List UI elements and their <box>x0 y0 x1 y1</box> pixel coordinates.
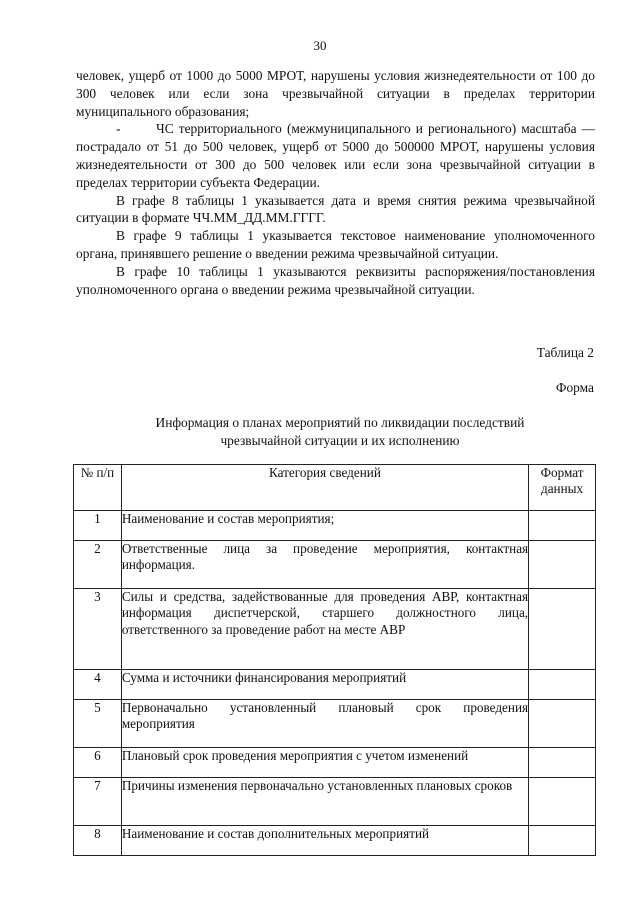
table-row <box>74 826 596 856</box>
table-row <box>74 541 596 589</box>
header-num: № п/п <box>74 465 122 511</box>
table-heading: Информация о планах мероприятий по ликвидации последствий чрезвычайной ситуации и их исполнению <box>155 415 525 448</box>
row-category: Наименование и состав дополнительных мероприятий <box>121 826 528 856</box>
row-num: 8 <box>74 826 122 856</box>
row-num: 5 <box>74 700 122 748</box>
paragraph: В графе 10 таблицы 1 указываются реквизиты распоряжения/постановления уполномоченного органа о введении режима чрезвычайной ситуации. <box>76 263 595 297</box>
paragraph: человек, ущерб от 1000 до 5000 МРОТ, нарушены условия жизнедеятельности от 100 до 300 человек или если зона чрезвычайной ситуации в пределах территории муниципального образования; <box>76 68 595 119</box>
row-category: Сумма и источники финансирования мероприятий <box>121 670 528 700</box>
row-category: Плановый срок проведения мероприятия с учетом изменений <box>121 748 528 778</box>
header-category: Категория сведений <box>121 465 528 511</box>
row-num: 4 <box>74 670 122 700</box>
table-label: Таблица 2 <box>536 345 594 360</box>
table-row <box>74 778 596 826</box>
paragraph: - ЧС территориального (межмуниципального и регионального) масштаба — пострадало от 51 до 500 человек, ущерб от 5000 до 500000 МРОТ, нарушены условия жизнедеятельности от 300 до 500 человек или если зона чрезвычайной ситуации в пределах территории субъекта Федерации. <box>76 121 595 190</box>
row-format <box>529 700 596 748</box>
page-number: 30 <box>313 38 327 53</box>
table-row <box>74 700 596 748</box>
row-category: Причины изменения первоначально установленных плановых сроков <box>121 778 528 826</box>
table-row <box>74 670 596 700</box>
info-table <box>73 464 596 856</box>
row-format <box>529 670 596 700</box>
header-format: Формат данных <box>529 465 596 511</box>
table-row <box>74 511 596 541</box>
row-num: 2 <box>74 541 122 589</box>
paragraph: В графе 9 таблицы 1 указывается текстовое наименование уполномоченного органа, принявшего решение о введении режима чрезвычайной ситуации. <box>76 228 595 261</box>
table-row <box>74 589 596 670</box>
row-format <box>529 778 596 826</box>
row-format <box>529 541 596 589</box>
row-category: Ответственные лица за проведение мероприятия, контактная информация. <box>121 541 528 589</box>
paragraph: В графе 8 таблицы 1 указывается дата и время снятия режима чрезвычайной ситуации в формате ЧЧ.ММ_ДД.ММ.ГГГГ. <box>76 192 595 226</box>
row-num: 7 <box>74 778 122 826</box>
row-category: Наименование и состав мероприятия; <box>121 511 528 541</box>
row-format <box>529 748 596 778</box>
row-num: 3 <box>74 589 122 670</box>
form-label: Форма <box>555 380 594 395</box>
row-num: 6 <box>74 748 122 778</box>
row-category: Силы и средства, задействованные для проведения АВР, контактная информация диспетчерской, старшего должностного лица, ответственного за проведение работ на месте АВР <box>121 589 528 670</box>
row-format <box>529 511 596 541</box>
row-num: 1 <box>74 511 122 541</box>
body-text <box>76 67 595 298</box>
row-format <box>529 826 596 856</box>
table-row <box>74 748 596 778</box>
row-format <box>529 589 596 670</box>
table-header-row <box>74 465 596 511</box>
row-category: Первоначально установленный плановый срок проведения мероприятия <box>121 700 528 748</box>
